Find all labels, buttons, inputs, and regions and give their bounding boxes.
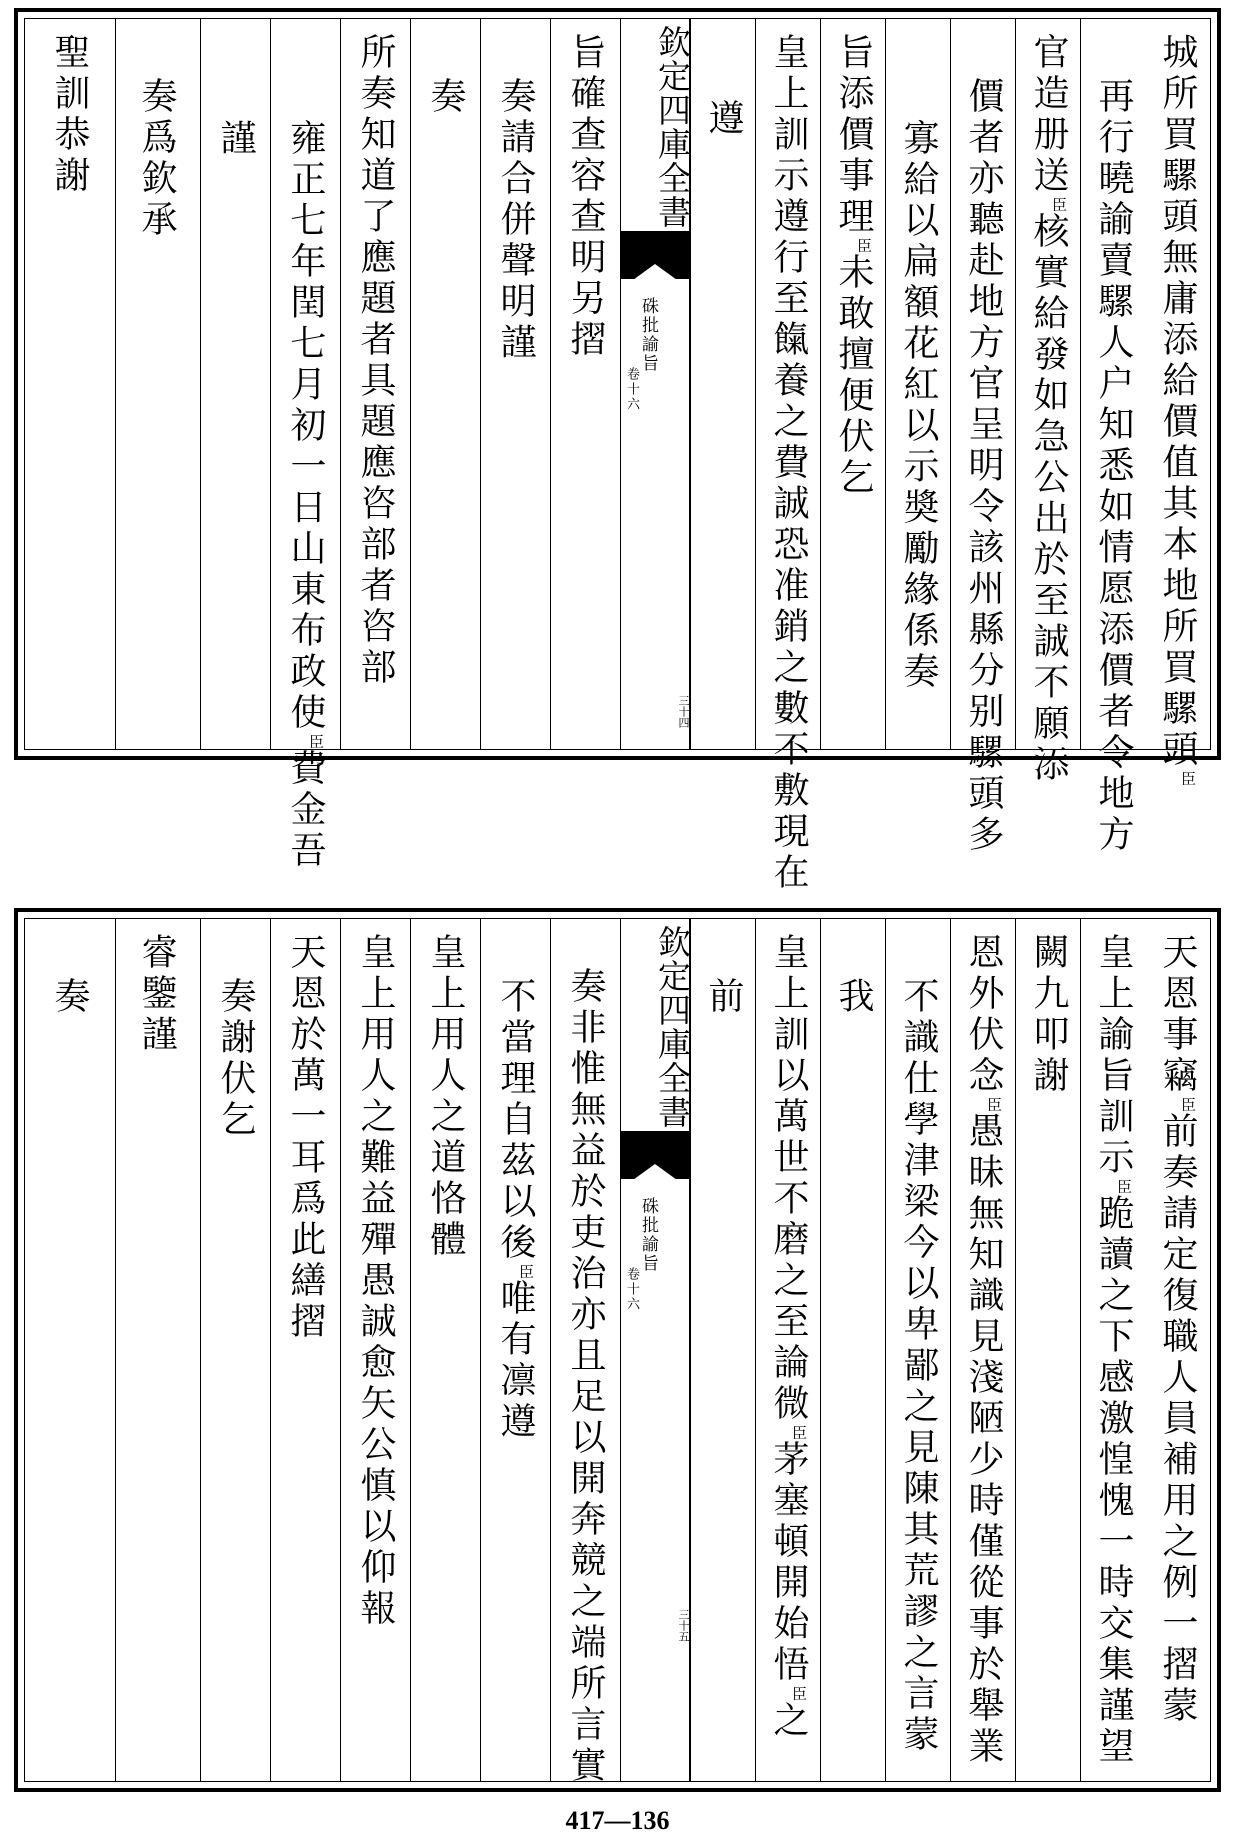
fishtail-mark (620, 1131, 690, 1179)
column (550, 19, 620, 749)
column-text: 價者亦聽赴地方官呈明令該州縣分别騾頭多 (963, 77, 1004, 856)
bottom-page (14, 908, 1221, 1792)
column (25, 19, 115, 749)
column (1080, 919, 1145, 1781)
column (820, 919, 885, 1781)
column-text: 費金吾 (285, 749, 326, 872)
column-text: 奏非惟無益於吏治亦且足以開奔競之端所言實 (565, 967, 606, 1787)
book-title: 欽定四庫全書 (653, 25, 692, 229)
column (885, 19, 950, 749)
column-note: 臣 (790, 1425, 808, 1440)
column-text: 所奏知道了應題者具題應咨部者咨部 (355, 33, 396, 689)
column-note: 臣 (790, 1686, 808, 1701)
column-text: 之 (768, 1701, 809, 1742)
column (690, 919, 755, 1781)
column (885, 919, 950, 1781)
footer-page-reference: 417—136 (565, 1806, 670, 1835)
column-text: 皇上諭旨訓示 (1093, 933, 1134, 1179)
column (1145, 919, 1210, 1781)
book-subtitle: 硃批諭旨 (638, 297, 658, 373)
column-note: 臣 (1179, 1097, 1197, 1112)
fishtail-mark (620, 231, 690, 279)
top-page (14, 8, 1221, 894)
column-text: 恩外伏念 (963, 933, 1004, 1097)
column (410, 919, 480, 1781)
column-text: 聖訓恭謝 (49, 33, 90, 197)
column-text: 皇上訓以萬世不磨之至論微 (768, 933, 809, 1425)
column (340, 19, 410, 749)
book-title: 欽定四庫全書 (653, 925, 692, 1129)
column-note: 臣 (855, 238, 873, 253)
column (1015, 19, 1080, 786)
column-text: 我 (833, 977, 874, 1018)
column-text: 前 (703, 977, 744, 1018)
column-text: 天恩於萬一耳爲此繕摺 (285, 933, 326, 1343)
column-text: 奏謝伏乞 (215, 977, 256, 1141)
column-text: 皇上訓示遵行至餼養之費誠恐准銷之數不敷現在 (768, 33, 809, 894)
column (950, 919, 1015, 1781)
bottom-page-frame (24, 918, 1211, 1787)
column-text: 不當理自茲以後 (495, 977, 536, 1264)
top-page-frame (24, 18, 1211, 894)
column (25, 919, 115, 1781)
column (690, 19, 755, 749)
center-fold (620, 19, 690, 749)
column-text: 皇上用人之道恪體 (425, 933, 466, 1261)
column-note: 臣 (1179, 771, 1197, 786)
column-text: 天恩事竊 (1157, 933, 1198, 1097)
column-note: 臣 (1050, 197, 1068, 212)
volume-label: 卷十六 (624, 1267, 639, 1312)
column (950, 19, 1015, 856)
column-text: 核實給發如急公出於至誠不願添 (1028, 212, 1069, 786)
column-text: 愚昧無知識見淺陋少時僅從事於舉業 (963, 1112, 1004, 1768)
column (200, 919, 270, 1781)
column-text: 謹 (215, 119, 256, 160)
column-text: 跪讀之下感激惶愧一時交集謹望 (1093, 1194, 1134, 1768)
column-text: 唯有凛遵 (495, 1279, 536, 1443)
column-text: 奏爲欽承 (136, 77, 177, 241)
column (755, 19, 820, 894)
column-text: 睿鑒謹 (136, 933, 177, 1056)
column (410, 19, 480, 749)
page-number: 三十四 (677, 695, 690, 728)
column-text: 茅塞頓開始悟 (768, 1440, 809, 1686)
column (1145, 19, 1210, 786)
column-text: 寡給以扁額花紅以示奬勵緣係奏 (898, 119, 939, 693)
column-text: 官造册送 (1028, 33, 1069, 197)
column-text: 奏 (49, 977, 90, 1018)
column-text: 未敢擅便伏乞 (833, 253, 874, 499)
column-text: 旨確查容查明另摺 (565, 33, 606, 361)
column (480, 19, 550, 749)
column (270, 19, 340, 872)
column-text: 前奏請定復職人員補用之例一摺蒙 (1157, 1112, 1198, 1727)
column (200, 19, 270, 749)
column-note: 臣 (1115, 1179, 1133, 1194)
column-note: 臣 (307, 734, 325, 749)
column (820, 19, 885, 749)
column (1015, 919, 1080, 1781)
column-note: 臣 (985, 1097, 1003, 1112)
column-text: 雍正七年閏七月初一日山東布政使 (285, 119, 326, 734)
column (755, 919, 820, 1781)
center-fold (620, 919, 690, 1781)
column-text: 城所買騾頭無庸添給價值其本地所買騾頭 (1157, 33, 1198, 771)
volume-label: 卷十六 (624, 367, 639, 412)
column (480, 919, 550, 1781)
book-subtitle: 硃批諭旨 (638, 1197, 658, 1273)
column-text: 遵 (703, 99, 744, 140)
column-text: 奏請合併聲明謹 (495, 77, 536, 364)
column-text: 奏 (425, 77, 466, 118)
column-text: 闕九叩謝 (1028, 933, 1069, 1097)
column (1080, 19, 1145, 856)
column (115, 919, 200, 1781)
column-text: 旨添價事理 (833, 33, 874, 238)
column-note: 臣 (517, 1264, 535, 1279)
column (340, 919, 410, 1781)
column-text: 皇上用人之難益殫愚誠愈矢公慎以仰報 (355, 933, 396, 1630)
column (550, 919, 620, 1787)
column-text: 再行曉諭賣騾人户知悉如情愿添價者令地方 (1093, 77, 1134, 856)
column (270, 919, 340, 1781)
page-number: 三十五 (677, 1609, 690, 1642)
column-text: 不識仕學津梁今以卑鄙之見陳其荒謬之言蒙 (898, 977, 939, 1756)
column (115, 19, 200, 749)
